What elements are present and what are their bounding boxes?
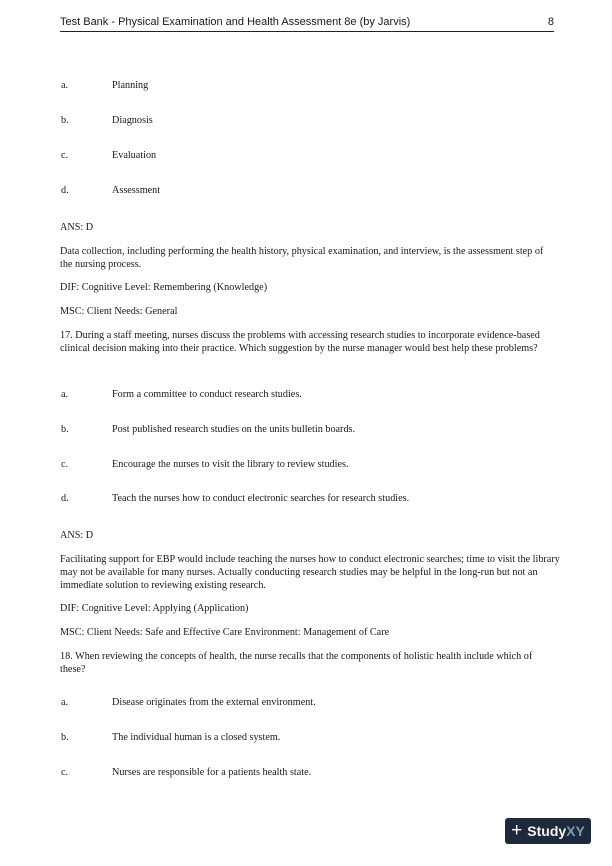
question-18: 18. When reviewing the concepts of health, the nurse recalls that the components of holistic health include which of these?: [60, 651, 533, 675]
option-text: Form a committee to conduct research studies.: [112, 389, 302, 400]
rationale: Data collection, including performing the health history, physical examination, and interview, is the assessment step of the nursing process.: [60, 246, 544, 270]
option-text: Assessment: [112, 185, 161, 196]
header-title: Test Bank - Physical Examination and Health Assessment 8e (by Jarvis): [60, 16, 411, 28]
client-needs: MSC: Client Needs: General: [60, 306, 178, 317]
option-letter: d.: [61, 493, 69, 504]
difficulty: DIF: Cognitive Level: Remembering (Knowledge): [60, 282, 268, 293]
option-text: Evaluation: [112, 150, 157, 161]
option-text: Diagnosis: [112, 115, 153, 126]
option-text: Post published research studies on the units bulletin boards.: [112, 424, 356, 435]
client-needs: MSC: Client Needs: Safe and Effective Care Environment: Management of Care: [60, 627, 390, 638]
option-text: Nurses are responsible for a patients health state.: [112, 767, 312, 778]
page-header: [60, 14, 554, 32]
option-text: Teach the nurses how to conduct electronic searches for research studies.: [112, 493, 410, 504]
answer: ANS: D: [60, 222, 94, 233]
option-letter: b.: [61, 732, 69, 743]
option-text: Encourage the nurses to visit the library to review studies.: [112, 459, 349, 470]
option-letter: d.: [61, 185, 69, 196]
option-letter: a.: [61, 80, 69, 91]
option-letter: a.: [61, 389, 69, 400]
page-number: 8: [547, 16, 554, 28]
option-text: Disease originates from the external environment.: [112, 697, 316, 708]
difficulty: DIF: Cognitive Level: Applying (Application): [60, 603, 249, 614]
option-letter: a.: [61, 697, 69, 708]
option-letter: b.: [61, 115, 69, 126]
studyxy-badge[interactable]: [505, 818, 591, 844]
option-text: Planning: [112, 80, 149, 91]
plus-icon: +: [511, 819, 523, 841]
badge-label: StudyXY: [527, 823, 585, 839]
option-letter: c.: [61, 150, 69, 161]
answer: ANS: D: [60, 530, 94, 541]
rationale: Facilitating support for EBP would include teaching the nurses how to conduct electronic searches; time to visit the library may not be available for many nurses. Actually conducting research studies may be helpful in the long-run but not an immediate solution to reviewing existing research.: [60, 554, 560, 591]
question-17: 17. During a staff meeting, nurses discuss the problems with accessing research studies to incorporate evidence-based clinical decision making into their practice. Which suggestion by the nurse manager would best help these problems?: [60, 330, 540, 354]
option-letter: c.: [61, 767, 69, 778]
option-letter: c.: [61, 459, 69, 470]
option-text: The individual human is a closed system.: [112, 732, 281, 743]
option-letter: b.: [61, 424, 69, 435]
